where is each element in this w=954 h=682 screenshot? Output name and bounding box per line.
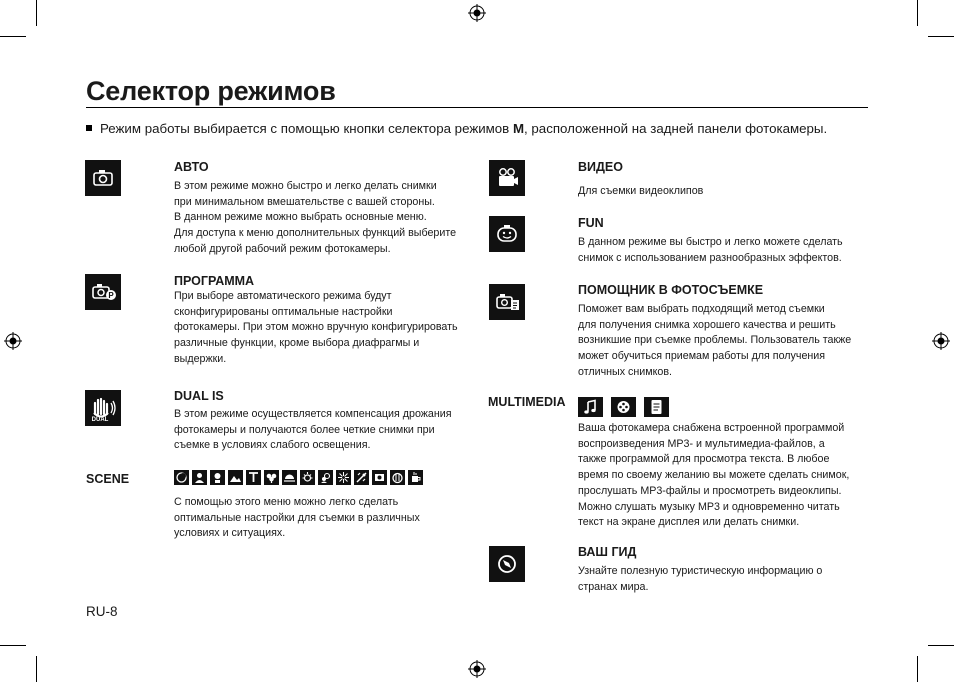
text-line: любой другой рабочий режим фотокамеры.: [174, 242, 391, 255]
crop-mark: [917, 0, 918, 26]
section-heading-video: ВИДЕО: [578, 160, 623, 174]
page-title: Селектор режимов: [86, 76, 336, 106]
registration-mark-icon: [4, 332, 22, 350]
text-line: съемке в условиях слабого освещения.: [174, 439, 371, 452]
section-heading-fun: FUN: [578, 216, 604, 230]
text-line: В данном режиме вы быстро и легко можете сделать: [578, 236, 843, 248]
section-text-program: [174, 289, 458, 368]
registration-mark-icon: [468, 660, 486, 678]
page-number: RU-8: [86, 604, 118, 619]
text-line: сконфигурированы оптимальные настройки: [174, 305, 393, 318]
beach-snow-icon: [354, 470, 369, 485]
mode-selector-letter: M: [512, 121, 525, 136]
text-line: для получения снимка хорошего качества и решить: [578, 318, 836, 331]
text-line: воспроизведения МР3- и мультимедиа-файлов, а: [578, 437, 825, 450]
text-line: отличных снимков.: [578, 365, 672, 378]
text-line: При выборе автоматического режима будут: [174, 290, 392, 302]
multimedia-icon-group: [578, 397, 669, 417]
compass-guide-icon: [489, 546, 525, 582]
text-line: Для доступа к меню дополнительных функций выберите: [174, 227, 457, 240]
text-line: также программой для просмотра текста. В любое: [578, 453, 830, 466]
text-line: фотокамеры и получаются более четкие снимки при: [174, 423, 435, 436]
dual-is-hand-icon: [85, 390, 121, 426]
night-icon: [174, 470, 189, 485]
text-line: прослушать МР3-файлы и просмотреть видеоклипы.: [578, 484, 842, 497]
text-line: Узнайте полезную туристическую информацию о: [578, 565, 823, 577]
text-line: различные функции, кроме выбора диафрагмы и: [174, 337, 420, 350]
section-text-video: [578, 184, 703, 200]
text-line: С помощью этого меню можно легко сделать: [174, 496, 399, 508]
self-shot-icon: [372, 470, 387, 485]
section-heading-dual-is: DUAL IS: [174, 389, 224, 403]
text-line: оптимальные настройки для съемки в различных: [174, 511, 420, 524]
section-text-multimedia: [578, 421, 849, 531]
text-line: выдержки.: [174, 352, 227, 365]
text-line: время по своему желанию вы можете сделать снимок,: [578, 469, 850, 482]
title-rule: [86, 107, 868, 108]
bullet-square-icon: [86, 125, 92, 131]
music-note-icon: [578, 397, 603, 417]
text-line: В этом режиме можно быстро и легко делать снимки: [174, 180, 437, 192]
portrait-icon: [192, 470, 207, 485]
crop-mark: [928, 645, 954, 646]
text-icon: [246, 470, 261, 485]
children-icon: [210, 470, 225, 485]
landscape-icon: [228, 470, 243, 485]
registration-mark-icon: [468, 4, 486, 22]
movie-reel-icon: [611, 397, 636, 417]
scene-icon-strip: [174, 470, 423, 485]
program-camera-icon: [85, 274, 121, 310]
section-text-helper: [578, 302, 851, 381]
crop-mark: [0, 645, 26, 646]
crop-mark: [928, 36, 954, 37]
text-line: может обучиться приемам работы для получения: [578, 350, 826, 363]
text-line: Ваша фотокамера снабжена встроенной программой: [578, 422, 845, 434]
crop-mark: [917, 656, 918, 682]
crop-mark: [0, 36, 26, 37]
registration-mark-icon: [932, 332, 950, 350]
intro-text: [86, 121, 827, 136]
svg-text:DUAL: DUAL: [91, 417, 109, 423]
text-line: условиях и ситуациях.: [174, 527, 286, 540]
section-heading-helper: ПОМОЩНИК В ФОТОСЪЕМКЕ: [578, 283, 764, 297]
section-heading-scene: SCENE: [86, 472, 130, 486]
backlight-icon: [318, 470, 333, 485]
video-camera-icon: [489, 160, 525, 196]
fun-smiley-icon: [489, 216, 525, 252]
text-line: В этом режиме осуществляется компенсация дрожания: [174, 408, 452, 420]
section-text-guide: [578, 564, 822, 595]
food-icon: [390, 470, 405, 485]
section-text-auto: [174, 179, 456, 258]
text-line: Можно слушать музыку МР3 и одновременно читать: [578, 500, 840, 513]
camera-icon: [85, 160, 121, 196]
section-text-scene: [174, 495, 420, 542]
intro-line: Режим работы выбирается с помощью кнопки селектора режимов M, расположенной на задней панели фотокамеры.: [100, 121, 828, 136]
crop-mark: [36, 0, 37, 26]
text-line: текст на экране дисплея или делать снимки.: [578, 516, 800, 529]
section-heading-program: ПРОГРАММА: [174, 274, 255, 288]
section-heading-multimedia: MULTIMEDIA: [488, 395, 566, 409]
section-text-fun: [578, 235, 843, 266]
section-text-dual-is: [174, 407, 452, 454]
text-line: Для съемки видеоклипов: [578, 185, 704, 197]
svg-text:P: P: [108, 291, 114, 300]
close-up-icon: [264, 470, 279, 485]
crop-mark: [36, 656, 37, 682]
sunset-icon: [282, 470, 297, 485]
photo-help-guide-icon: [489, 284, 525, 320]
text-line: снимок с использованием разнообразных эффектов.: [578, 251, 842, 264]
text-line: Поможет вам выбрать подходящий метод съемки: [578, 303, 825, 315]
cafe-icon: [408, 470, 423, 485]
section-heading-guide: ВАШ ГИД: [578, 545, 637, 559]
fireworks-icon: [336, 470, 351, 485]
text-line: при минимальном вмешательстве с вашей стороны.: [174, 195, 435, 208]
section-heading-auto: АВТО: [174, 160, 209, 174]
text-line: возникшие при съемке проблемы. Пользователь также: [578, 334, 852, 347]
text-line: фотокамеры. При этом можно вручную конфигурировать: [174, 321, 458, 334]
text-line: В данном режиме можно выбрать основные меню.: [174, 211, 427, 224]
text-line: странах мира.: [578, 580, 649, 593]
dawn-icon: [300, 470, 315, 485]
text-document-icon: [644, 397, 669, 417]
